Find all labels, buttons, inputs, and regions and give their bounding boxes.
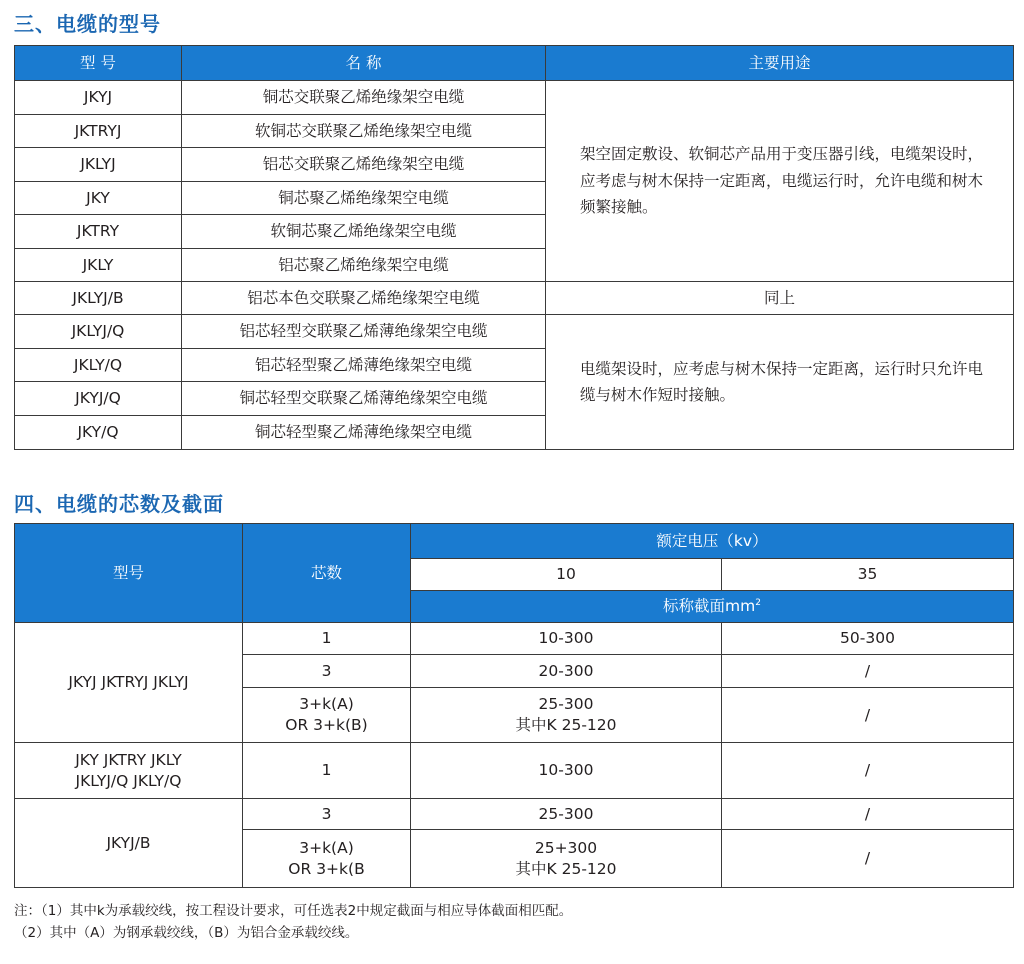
name-cell: 软铜芯交联聚乙烯绝缘架空电缆 bbox=[182, 115, 546, 148]
name-cell: 铜芯聚乙烯绝缘架空电缆 bbox=[182, 182, 546, 215]
usage-cell: 电缆架设时，应考虑与树木保持一定距离，运行时只允许电缆与树木作短时接触。 bbox=[546, 315, 1014, 450]
footnotes bbox=[14, 900, 572, 944]
model-cell: JKYJ/Q bbox=[15, 382, 182, 416]
section-10kv-cell: 20-300 bbox=[411, 655, 722, 688]
model-cell: JKLY bbox=[15, 249, 182, 282]
section-35kv-cell: / bbox=[722, 655, 1014, 688]
section-35kv-cell: / bbox=[722, 799, 1014, 830]
footnote: （2）其中（A）为钢承载绞线，（B）为铝合金承载绞线。 bbox=[14, 925, 359, 941]
header-rated-voltage: 额定电压（kv） bbox=[411, 524, 1014, 559]
header-nominal-section: 标称截面$mm^2$ bbox=[411, 591, 1014, 623]
table-header-row bbox=[15, 524, 1014, 559]
header-name: 名 称 bbox=[182, 46, 546, 81]
table-header-row bbox=[15, 46, 1014, 81]
usage-cell: 同上 bbox=[546, 282, 1014, 315]
name-cell: 铜芯轻型交联聚乙烯薄绝缘架空电缆 bbox=[182, 382, 546, 416]
name-cell: 铝芯本色交联聚乙烯绝缘架空电缆 bbox=[182, 282, 546, 315]
header-model: 型号 bbox=[15, 524, 243, 623]
table-row bbox=[15, 743, 1014, 799]
model-cell: JKYJ/B bbox=[15, 799, 243, 888]
name-cell: 铝芯轻型交联聚乙烯薄绝缘架空电缆 bbox=[182, 315, 546, 349]
model-cell: JKLYJ bbox=[15, 148, 182, 182]
header-voltage-10: 10 bbox=[411, 559, 722, 591]
model-cell: JKLYJ/Q bbox=[15, 315, 182, 349]
section-35kv-cell: / bbox=[722, 688, 1014, 743]
model-cell: JKY bbox=[15, 182, 182, 215]
section-10kv-cell: 25-300 bbox=[411, 799, 722, 830]
section-35kv-cell: / bbox=[722, 743, 1014, 799]
section-10kv-cell: 25-300 其中K 25-120 bbox=[411, 688, 722, 743]
section4-title: 四、电缆的芯数及截面 bbox=[14, 492, 224, 516]
model-cell: JKYJ bbox=[15, 81, 182, 115]
cores-cell: 1 bbox=[243, 623, 411, 655]
name-cell: 铝芯聚乙烯绝缘架空电缆 bbox=[182, 249, 546, 282]
header-voltage-35: 35 bbox=[722, 559, 1014, 591]
model-cell: JKY/Q bbox=[15, 416, 182, 450]
name-cell: 铜芯轻型聚乙烯薄绝缘架空电缆 bbox=[182, 416, 546, 450]
model-cell: JKLYJ/B bbox=[15, 282, 182, 315]
table-row bbox=[15, 282, 1014, 315]
name-cell: 铝芯交联聚乙烯绝缘架空电缆 bbox=[182, 148, 546, 182]
section3-title: 三、电缆的型号 bbox=[14, 12, 161, 36]
section-35kv-cell: 50-300 bbox=[722, 623, 1014, 655]
section-10kv-cell: 25+300 其中K 25-120 bbox=[411, 830, 722, 888]
cable-model-table bbox=[14, 45, 1014, 450]
table-row bbox=[15, 623, 1014, 655]
header-model: 型 号 bbox=[15, 46, 182, 81]
name-cell: 铝芯轻型聚乙烯薄绝缘架空电缆 bbox=[182, 349, 546, 382]
cores-cell: 3 bbox=[243, 655, 411, 688]
name-cell: 铜芯交联聚乙烯绝缘架空电缆 bbox=[182, 81, 546, 115]
cores-cell: 3+k(A) OR 3+k(B bbox=[243, 830, 411, 888]
usage-cell: 架空固定敷设、软铜芯产品用于变压器引线，电缆架设时，应考虑与树木保持一定距离，电缆运行时，允许电缆和树木频繁接触。 bbox=[546, 81, 1014, 282]
table-row bbox=[15, 799, 1014, 830]
model-cell: JKLY/Q bbox=[15, 349, 182, 382]
model-cell: JKYJ JKTRYJ JKLYJ bbox=[15, 623, 243, 743]
core-section-table bbox=[14, 523, 1014, 888]
table-row bbox=[15, 315, 1014, 349]
cores-cell: 3 bbox=[243, 799, 411, 830]
section-10kv-cell: 10-300 bbox=[411, 623, 722, 655]
footnote: 注：（1）其中k为承载绞线，按工程设计要求，可任选表2中规定截面与相应导体截面相匹配。 bbox=[14, 903, 573, 919]
table-row bbox=[15, 81, 1014, 115]
header-usage: 主要用途 bbox=[546, 46, 1014, 81]
name-cell: 软铜芯聚乙烯绝缘架空电缆 bbox=[182, 215, 546, 249]
cores-cell: 1 bbox=[243, 743, 411, 799]
cores-cell: 3+k(A) OR 3+k(B) bbox=[243, 688, 411, 743]
model-cell: JKTRY bbox=[15, 215, 182, 249]
model-cell: JKY JKTRY JKLY JKLYJ/Q JKLY/Q bbox=[15, 743, 243, 799]
section-10kv-cell: 10-300 bbox=[411, 743, 722, 799]
model-cell: JKTRYJ bbox=[15, 115, 182, 148]
section-35kv-cell: / bbox=[722, 830, 1014, 888]
header-cores: 芯数 bbox=[243, 524, 411, 623]
